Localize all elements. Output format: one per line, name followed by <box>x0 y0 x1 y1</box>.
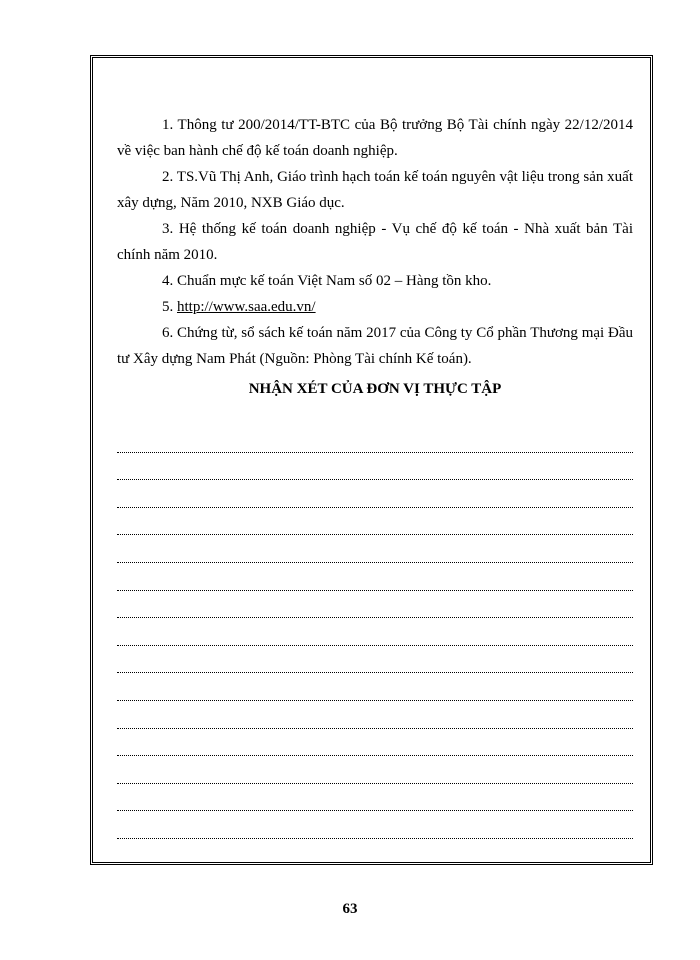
page-number: 63 <box>342 901 358 917</box>
comment-line <box>117 811 633 839</box>
reference-item-5-number: 5. <box>162 299 177 315</box>
reference-item-3: 3. Hệ thống kế toán doanh nghiệp - Vụ chế độ kế toán - Nhà xuất bản Tài chính năm 2010. <box>117 221 633 263</box>
comment-line <box>117 701 633 729</box>
reference-item-1: 1. Thông tư 200/2014/TT-BTC của Bộ trưởng Bộ Tài chính ngày 22/12/2014 về việc ban hành chế độ kế toán doanh nghiệp. <box>117 117 633 159</box>
comment-line <box>117 425 633 453</box>
comment-line <box>117 784 633 812</box>
comment-line <box>117 508 633 536</box>
reference-item-2: 2. TS.Vũ Thị Anh, Giáo trình hạch toán kế toán nguyên vật liệu trong sản xuất xây dựng, Năm 2010, NXB Giáo dục. <box>117 169 633 211</box>
comment-line <box>117 563 633 591</box>
comment-line <box>117 453 633 481</box>
section-title: NHẬN XÉT CỦA ĐƠN VỊ THỰC TẬP <box>248 381 502 397</box>
comment-line <box>117 591 633 619</box>
comment-line <box>117 646 633 674</box>
comment-line <box>117 756 633 784</box>
comment-lines <box>117 425 633 839</box>
comment-line <box>117 673 633 701</box>
comment-line <box>117 729 633 757</box>
reference-item-6: 6. Chứng từ, sổ sách kế toán năm 2017 của Công ty Cổ phần Thương mại Đầu tư Xây dựng Nam Phát (Nguồn: Phòng Tài chính Kế toán). <box>117 325 633 367</box>
reference-link[interactable]: http://www.saa.edu.vn/ <box>177 299 316 315</box>
comment-line <box>117 480 633 508</box>
reference-item-5 <box>117 294 633 320</box>
reference-item-4: 4. Chuẩn mực kế toán Việt Nam số 02 – Hàng tồn kho. <box>162 273 492 289</box>
comment-line <box>117 535 633 563</box>
comment-line <box>117 618 633 646</box>
page-content <box>117 112 633 839</box>
